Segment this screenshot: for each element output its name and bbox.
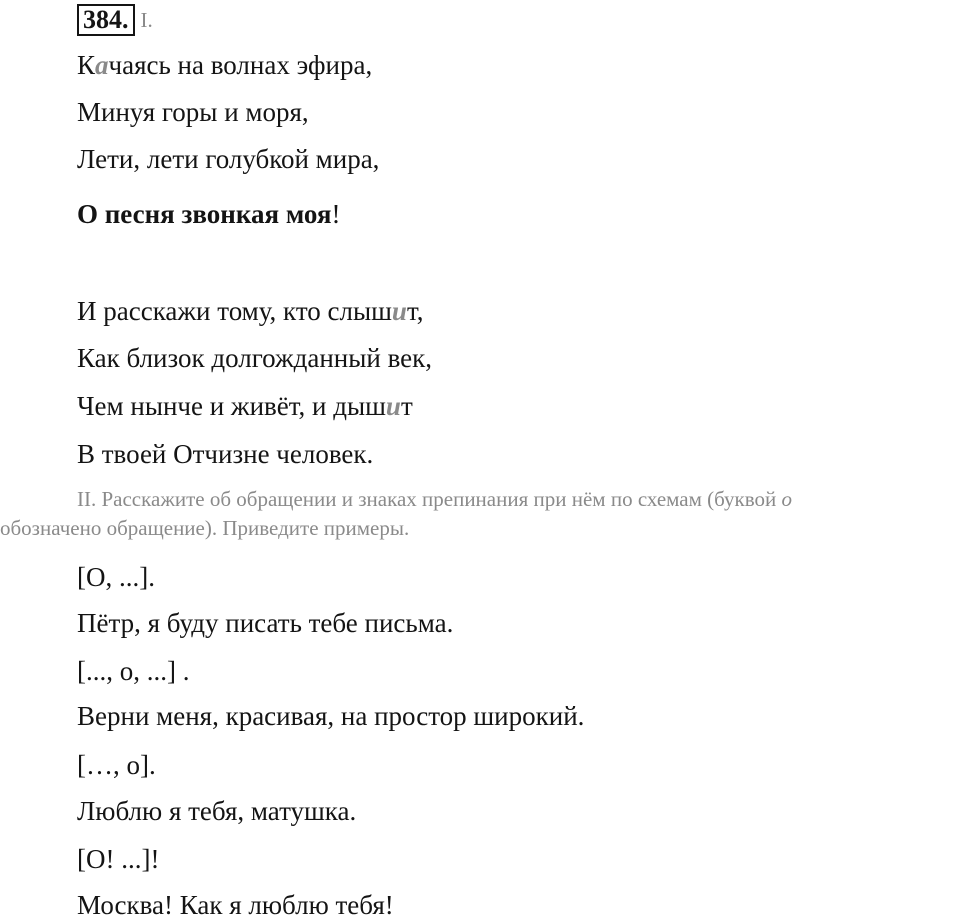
task-instruction: II. Расскажите об обращении и знаках препинания при нём по схемам (буквой о обозначено обращение). Приведите примеры. bbox=[0, 487, 793, 540]
example-sentence: Люблю я тебя, матушка. bbox=[77, 796, 357, 826]
scheme-line: [..., о, ...] . bbox=[77, 656, 190, 686]
example-sentence: Москва! Как я люблю тебя! bbox=[77, 890, 394, 920]
scheme-line: […, о]. bbox=[77, 750, 156, 780]
exercise-number: 384. bbox=[77, 4, 135, 36]
scheme-line: [О, ...]. bbox=[77, 562, 155, 592]
exercise-header bbox=[77, 4, 153, 36]
poem-line: Качаясь на волнах эфира, bbox=[77, 50, 373, 80]
poem-line: Лети, лети голубкой мира, bbox=[77, 144, 380, 174]
address-highlight: О песня звонкая моя bbox=[77, 199, 332, 229]
example-sentence: Верни меня, красивая, на простор широкий. bbox=[77, 701, 585, 731]
poem-line: Минуя горы и моря, bbox=[77, 97, 309, 127]
poem-line: Как близок долгожданный век, bbox=[77, 343, 433, 373]
part-one-label: I. bbox=[140, 7, 153, 32]
scheme-line: [О! ...]! bbox=[77, 844, 160, 874]
inserted-letter: а bbox=[95, 50, 109, 80]
poem-line: И расскажи тому, кто слышит, bbox=[77, 296, 424, 326]
poem-line: Чем нынче и живёт, и дышит bbox=[77, 391, 413, 421]
example-sentence: Пётр, я буду писать тебе письма. bbox=[77, 608, 454, 638]
address-letter: о bbox=[781, 487, 793, 511]
inserted-letter: и bbox=[391, 296, 407, 326]
inserted-letter: и bbox=[385, 391, 401, 421]
poem-line: О песня звонкая моя! bbox=[77, 199, 341, 229]
poem-line: В твоей Отчизне человек. bbox=[77, 439, 374, 469]
